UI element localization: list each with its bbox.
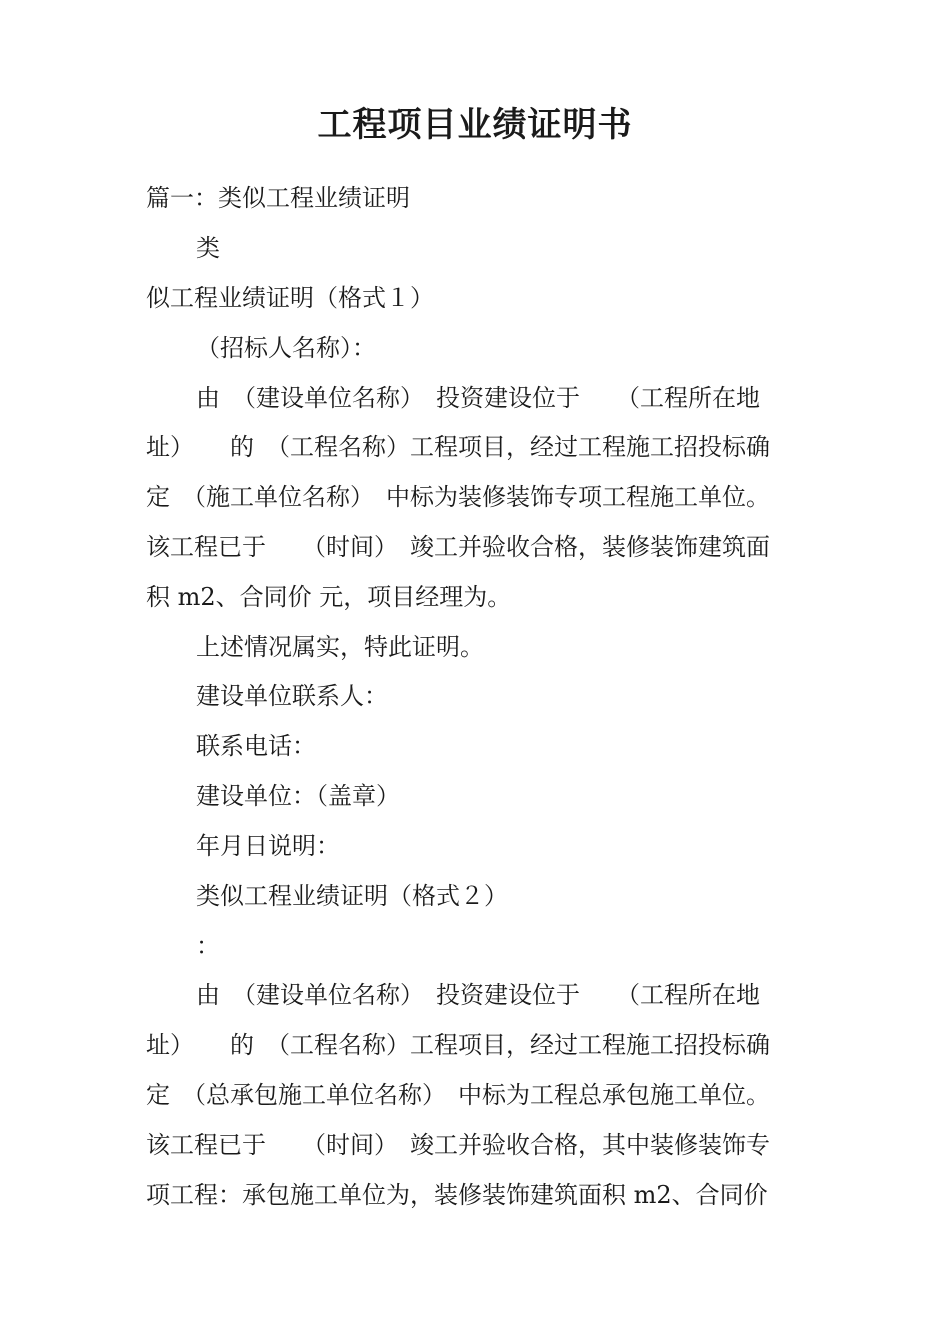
paragraph-line: ：: [196, 932, 220, 960]
paragraph-line: 类: [196, 234, 220, 262]
paragraph-line: 年月日说明：: [196, 832, 340, 860]
paragraph-line: （招标人名称）：: [196, 334, 376, 362]
paragraph-line: 类似工程业绩证明（格式２）: [196, 882, 508, 910]
paragraph-line: 建设单位联系人：: [196, 682, 388, 710]
paragraph-line: 址） 的 （工程名称）工程项目，经过工程施工招投标确: [146, 433, 770, 461]
paragraph-line: 由 （建设单位名称） 投资建设位于 （工程所在地: [196, 981, 760, 1009]
section-heading: 篇一：类似工程业绩证明: [146, 184, 410, 212]
paragraph-line: 该工程已于 （时间） 竣工并验收合格，其中装修装饰专: [146, 1131, 770, 1159]
paragraph-line: 建设单位：（盖章）: [196, 782, 400, 810]
paragraph-line: 该工程已于 （时间） 竣工并验收合格，装修装饰建筑面: [146, 533, 770, 561]
paragraph-line: 联系电话：: [196, 732, 316, 760]
paragraph-line: 由 （建设单位名称） 投资建设位于 （工程所在地: [196, 384, 760, 412]
paragraph-line: 址） 的 （工程名称）工程项目，经过工程施工招投标确: [146, 1031, 770, 1059]
paragraph-line: 定 （施工单位名称） 中标为装修装饰专项工程施工单位。: [146, 483, 770, 511]
paragraph-line: 积 m2、合同价 元，项目经理为。: [146, 583, 512, 611]
paragraph-line: 似工程业绩证明（格式１）: [146, 284, 434, 312]
document-title: 工程项目业绩证明书: [317, 105, 633, 145]
paragraph-line: 上述情况属实，特此证明。: [196, 633, 484, 661]
paragraph-line: 定 （总承包施工单位名称） 中标为工程总承包施工单位。: [146, 1081, 770, 1109]
paragraph-line: 项工程：承包施工单位为，装修装饰建筑面积 m2、合同价: [146, 1181, 768, 1209]
